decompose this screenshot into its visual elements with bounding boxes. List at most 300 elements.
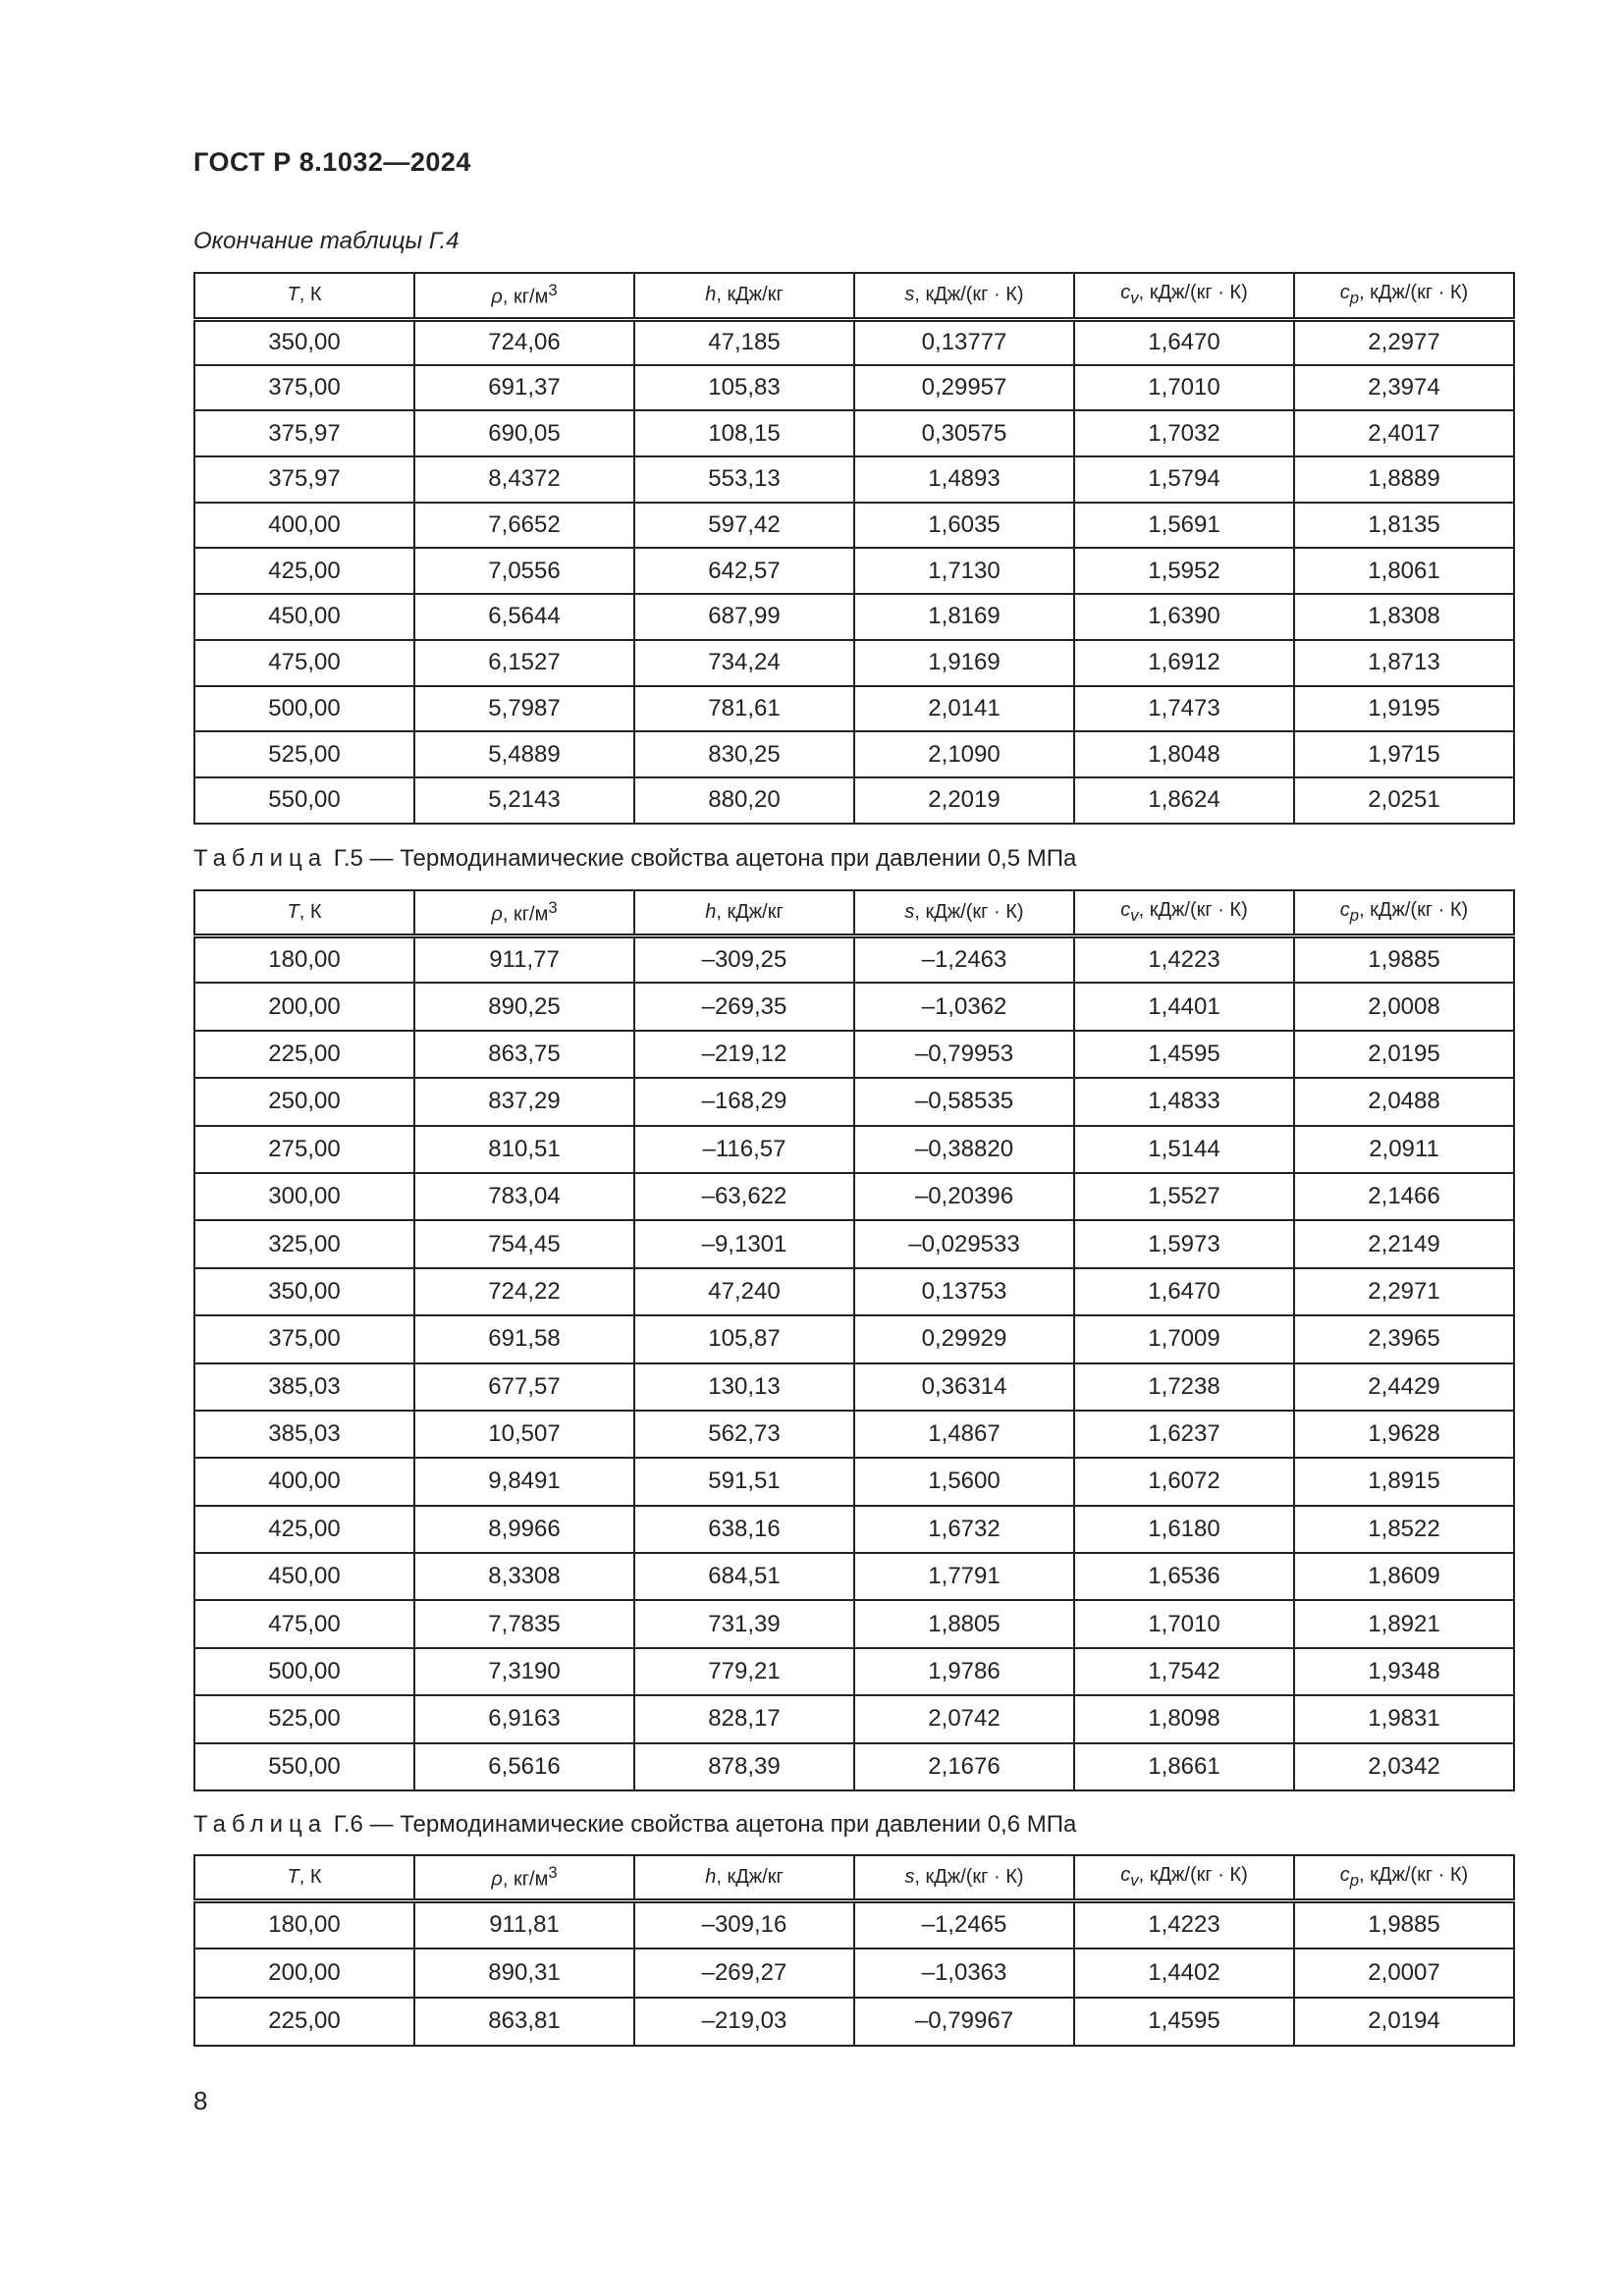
cell-entropy: 0,13753	[854, 1268, 1074, 1315]
cell-cv: 1,5794	[1074, 456, 1294, 503]
cell-temperature: 475,00	[194, 1600, 414, 1647]
cell-density: 911,81	[414, 1900, 634, 1949]
column-symbol: ρ	[491, 903, 503, 926]
table-caption-text: Г.5 — Термодинамические свойства ацетона при давлении 0,5 МПа	[327, 845, 1077, 872]
cell-density: 5,2143	[414, 777, 634, 824]
column-superscript: 3	[548, 1862, 558, 1882]
cell-cv: 1,6470	[1074, 319, 1294, 365]
cell-enthalpy: 108,15	[634, 410, 854, 456]
column-unit: , К	[298, 284, 322, 306]
cell-entropy: 2,0742	[854, 1695, 1074, 1742]
cell-entropy: 0,30575	[854, 410, 1074, 456]
cell-enthalpy: 597,42	[634, 503, 854, 549]
cell-enthalpy: 830,25	[634, 731, 854, 777]
table-caption-text: Г.6 — Термодинамические свойства ацетона при давлении 0,6 МПа	[327, 1811, 1077, 1838]
cell-enthalpy: 105,87	[634, 1315, 854, 1362]
table-row	[194, 1315, 1514, 1362]
cell-enthalpy: 47,240	[634, 1268, 854, 1315]
column-unit: , К	[298, 1865, 322, 1888]
cell-cv: 1,7542	[1074, 1648, 1294, 1695]
cell-temperature: 525,00	[194, 1695, 414, 1742]
column-header-density	[414, 1855, 634, 1900]
column-header-temperature	[194, 1855, 414, 1900]
cell-entropy: 1,8805	[854, 1600, 1074, 1647]
cell-cv: 1,8661	[1074, 1743, 1294, 1790]
cell-temperature: 350,00	[194, 1268, 414, 1315]
cell-entropy: –0,79953	[854, 1031, 1074, 1078]
cell-entropy: –0,38820	[854, 1126, 1074, 1173]
cell-cp: 1,8061	[1294, 548, 1514, 594]
cell-density: 9,8491	[414, 1458, 634, 1505]
cell-enthalpy: –219,12	[634, 1031, 854, 1078]
cell-enthalpy: 591,51	[634, 1458, 854, 1505]
cell-density: 7,3190	[414, 1648, 634, 1695]
table-caption-text: Окончание таблицы Г.4	[193, 228, 460, 254]
column-unit: , кДж/(кг · К)	[1359, 898, 1469, 921]
table-row	[194, 983, 1514, 1030]
table-caption-prefix: Таблица	[193, 845, 328, 872]
cell-density: 863,75	[414, 1031, 634, 1078]
table-row	[194, 1268, 1514, 1315]
cell-density: 890,25	[414, 983, 634, 1030]
column-symbol: c	[1339, 898, 1350, 921]
column-symbol: h	[705, 284, 717, 306]
cell-cv: 1,7473	[1074, 686, 1294, 732]
column-symbol: s	[904, 1865, 915, 1888]
column-header-cp	[1294, 890, 1514, 935]
cell-temperature: 200,00	[194, 983, 414, 1030]
cell-density: 690,05	[414, 410, 634, 456]
table-row	[194, 1173, 1514, 1220]
table-row	[194, 1031, 1514, 1078]
cell-cp: 1,8921	[1294, 1600, 1514, 1647]
cell-enthalpy: –269,27	[634, 1949, 854, 1997]
cell-temperature: 180,00	[194, 935, 414, 983]
table-caption	[193, 845, 1076, 873]
cell-entropy: 1,5600	[854, 1458, 1074, 1505]
table-row	[194, 1078, 1514, 1125]
table-caption-prefix: Таблица	[193, 1811, 328, 1838]
cell-temperature: 550,00	[194, 1743, 414, 1790]
table-row	[194, 319, 1514, 365]
column-unit: , кг/м	[502, 1868, 549, 1891]
cell-enthalpy: 105,83	[634, 365, 854, 411]
cell-density: 8,4372	[414, 456, 634, 503]
column-symbol: ρ	[491, 1868, 503, 1891]
table-row	[194, 686, 1514, 732]
table-row	[194, 1743, 1514, 1790]
cell-entropy: 2,1676	[854, 1743, 1074, 1790]
column-header-density	[414, 273, 634, 319]
column-subscript: p	[1349, 289, 1360, 308]
cell-cp: 2,0342	[1294, 1743, 1514, 1790]
column-unit: , К	[298, 900, 322, 923]
cell-entropy: 1,4893	[854, 456, 1074, 503]
cell-temperature: 450,00	[194, 594, 414, 640]
cell-enthalpy: –269,35	[634, 983, 854, 1030]
cell-temperature: 550,00	[194, 777, 414, 824]
table-row	[194, 640, 1514, 686]
cell-temperature: 375,00	[194, 1315, 414, 1362]
column-header-cv	[1074, 890, 1294, 935]
cell-cv: 1,5691	[1074, 503, 1294, 549]
cell-cp: 2,4017	[1294, 410, 1514, 456]
cell-density: 724,06	[414, 319, 634, 365]
cell-temperature: 375,97	[194, 456, 414, 503]
cell-entropy: 1,4867	[854, 1411, 1074, 1458]
cell-density: 6,1527	[414, 640, 634, 686]
column-header-cv	[1074, 1855, 1294, 1900]
column-unit: , кДж/(кг · К)	[1359, 282, 1469, 304]
column-subscript: p	[1349, 1870, 1360, 1890]
cell-cv: 1,5973	[1074, 1220, 1294, 1267]
column-header-entropy	[854, 273, 1074, 319]
cell-enthalpy: 781,61	[634, 686, 854, 732]
cell-entropy: 1,6732	[854, 1506, 1074, 1553]
cell-temperature: 400,00	[194, 1458, 414, 1505]
cell-cp: 1,9348	[1294, 1648, 1514, 1695]
table-row	[194, 503, 1514, 549]
cell-temperature: 375,00	[194, 365, 414, 411]
cell-entropy: 1,6035	[854, 503, 1074, 549]
table-caption	[193, 228, 460, 255]
cell-density: 837,29	[414, 1078, 634, 1125]
cell-cv: 1,6470	[1074, 1268, 1294, 1315]
cell-cp: 1,9715	[1294, 731, 1514, 777]
cell-temperature: 425,00	[194, 548, 414, 594]
column-unit: , кДж/(кг · К)	[914, 284, 1024, 306]
table-row	[194, 1220, 1514, 1267]
cell-density: 7,0556	[414, 548, 634, 594]
cell-cp: 2,0911	[1294, 1126, 1514, 1173]
cell-cv: 1,7009	[1074, 1315, 1294, 1362]
column-superscript: 3	[548, 281, 558, 300]
table-row	[194, 1695, 1514, 1742]
cell-cv: 1,6912	[1074, 640, 1294, 686]
cell-entropy: 2,1090	[854, 731, 1074, 777]
cell-cp: 2,3974	[1294, 365, 1514, 411]
cell-density: 890,31	[414, 1949, 634, 1997]
cell-cv: 1,6536	[1074, 1553, 1294, 1600]
cell-cv: 1,7238	[1074, 1363, 1294, 1411]
cell-temperature: 525,00	[194, 731, 414, 777]
cell-cp: 1,8308	[1294, 594, 1514, 640]
cell-enthalpy: –219,03	[634, 1998, 854, 2046]
table-row	[194, 365, 1514, 411]
cell-temperature: 300,00	[194, 1173, 414, 1220]
cell-entropy: 1,7791	[854, 1553, 1074, 1600]
cell-temperature: 350,00	[194, 319, 414, 365]
column-subscript: p	[1349, 905, 1360, 925]
cell-enthalpy: –9,1301	[634, 1220, 854, 1267]
column-unit: , кДж/кг	[716, 900, 784, 923]
cell-density: 6,5616	[414, 1743, 634, 1790]
column-unit: , кг/м	[502, 903, 549, 926]
table-row	[194, 777, 1514, 824]
cell-enthalpy: 878,39	[634, 1743, 854, 1790]
cell-cv: 1,4595	[1074, 1031, 1294, 1078]
cell-entropy: 2,2019	[854, 777, 1074, 824]
cell-enthalpy: 779,21	[634, 1648, 854, 1695]
table-row	[194, 731, 1514, 777]
column-unit: , кДж/кг	[716, 284, 784, 306]
cell-entropy: –0,79967	[854, 1998, 1074, 2046]
cell-enthalpy: 562,73	[634, 1411, 854, 1458]
table-row	[194, 594, 1514, 640]
column-unit: , кДж/(кг · К)	[1359, 1863, 1469, 1886]
cell-cv: 1,5144	[1074, 1126, 1294, 1173]
column-unit: , кДж/(кг · К)	[914, 900, 1024, 923]
page-number: 8	[193, 2086, 208, 2115]
cell-cv: 1,8624	[1074, 777, 1294, 824]
cell-entropy: 2,0141	[854, 686, 1074, 732]
cell-density: 7,7835	[414, 1600, 634, 1647]
table-row	[194, 1949, 1514, 1997]
cell-cp: 2,4429	[1294, 1363, 1514, 1411]
cell-density: 724,22	[414, 1268, 634, 1315]
column-symbol: c	[1339, 1863, 1350, 1886]
cell-enthalpy: 642,57	[634, 548, 854, 594]
table-row	[194, 548, 1514, 594]
cell-cv: 1,7010	[1074, 365, 1294, 411]
cell-cv: 1,6237	[1074, 1411, 1294, 1458]
cell-entropy: –0,20396	[854, 1173, 1074, 1220]
cell-cv: 1,6072	[1074, 1458, 1294, 1505]
cell-enthalpy: –309,16	[634, 1900, 854, 1949]
column-superscript: 3	[548, 897, 558, 917]
cell-entropy: –1,2463	[854, 935, 1074, 983]
table-row	[194, 1998, 1514, 2046]
cell-temperature: 225,00	[194, 1998, 414, 2046]
column-unit: , кДж/(кг · К)	[914, 1865, 1024, 1888]
column-symbol: h	[705, 1865, 717, 1888]
cell-enthalpy: 130,13	[634, 1363, 854, 1411]
cell-temperature: 385,03	[194, 1363, 414, 1411]
column-header-enthalpy	[634, 890, 854, 935]
cell-temperature: 500,00	[194, 1648, 414, 1695]
table-row	[194, 1900, 1514, 1949]
cell-temperature: 275,00	[194, 1126, 414, 1173]
column-unit: , кг/м	[502, 287, 549, 309]
cell-density: 911,77	[414, 935, 634, 983]
column-header-enthalpy	[634, 1855, 854, 1900]
cell-temperature: 475,00	[194, 640, 414, 686]
cell-cp: 2,2149	[1294, 1220, 1514, 1267]
cell-cp: 2,0488	[1294, 1078, 1514, 1125]
cell-cv: 1,8098	[1074, 1695, 1294, 1742]
cell-cv: 1,4223	[1074, 1900, 1294, 1949]
cell-cv: 1,4595	[1074, 1998, 1294, 2046]
cell-enthalpy: –116,57	[634, 1126, 854, 1173]
cell-cp: 1,8135	[1294, 503, 1514, 549]
column-symbol: T	[287, 1865, 299, 1888]
column-header-cp	[1294, 1855, 1514, 1900]
cell-temperature: 325,00	[194, 1220, 414, 1267]
cell-entropy: 0,36314	[854, 1363, 1074, 1411]
column-subscript: v	[1130, 905, 1139, 925]
data-table	[193, 272, 1515, 825]
table-caption	[193, 1811, 1076, 1839]
cell-cv: 1,5952	[1074, 548, 1294, 594]
cell-cv: 1,8048	[1074, 731, 1294, 777]
cell-temperature: 375,97	[194, 410, 414, 456]
cell-density: 7,6652	[414, 503, 634, 549]
table-row	[194, 1126, 1514, 1173]
column-symbol: c	[1120, 898, 1131, 921]
cell-density: 691,37	[414, 365, 634, 411]
cell-enthalpy: –168,29	[634, 1078, 854, 1125]
cell-density: 8,9966	[414, 1506, 634, 1553]
cell-density: 5,4889	[414, 731, 634, 777]
cell-enthalpy: 880,20	[634, 777, 854, 824]
column-subscript: v	[1130, 1870, 1139, 1890]
cell-enthalpy: 687,99	[634, 594, 854, 640]
cell-temperature: 400,00	[194, 503, 414, 549]
cell-cp: 2,0195	[1294, 1031, 1514, 1078]
cell-cp: 1,9831	[1294, 1695, 1514, 1742]
column-header-temperature	[194, 890, 414, 935]
column-symbol: c	[1339, 282, 1350, 304]
cell-cp: 2,0008	[1294, 983, 1514, 1030]
cell-enthalpy: 47,185	[634, 319, 854, 365]
cell-density: 8,3308	[414, 1553, 634, 1600]
cell-enthalpy: 828,17	[634, 1695, 854, 1742]
cell-temperature: 200,00	[194, 1949, 414, 1997]
cell-cp: 1,9195	[1294, 686, 1514, 732]
cell-entropy: –1,2465	[854, 1900, 1074, 1949]
cell-cv: 1,6390	[1074, 594, 1294, 640]
cell-enthalpy: –63,622	[634, 1173, 854, 1220]
data-table	[193, 889, 1515, 1791]
cell-cp: 2,2971	[1294, 1268, 1514, 1315]
table-row	[194, 935, 1514, 983]
cell-density: 5,7987	[414, 686, 634, 732]
cell-cp: 1,9885	[1294, 935, 1514, 983]
column-symbol: s	[904, 284, 915, 306]
cell-enthalpy: 638,16	[634, 1506, 854, 1553]
column-symbol: T	[287, 284, 299, 306]
column-header-entropy	[854, 890, 1074, 935]
table-row	[194, 1553, 1514, 1600]
cell-cp: 2,2977	[1294, 319, 1514, 365]
cell-entropy: 1,9169	[854, 640, 1074, 686]
column-subscript: v	[1130, 289, 1139, 308]
cell-cp: 2,0007	[1294, 1949, 1514, 1997]
document-header: ГОСТ Р 8.1032—2024	[193, 147, 471, 177]
cell-cp: 1,8915	[1294, 1458, 1514, 1505]
cell-temperature: 180,00	[194, 1900, 414, 1949]
cell-cp: 1,9885	[1294, 1900, 1514, 1949]
cell-cv: 1,4402	[1074, 1949, 1294, 1997]
cell-density: 810,51	[414, 1126, 634, 1173]
cell-entropy: –0,58535	[854, 1078, 1074, 1125]
column-header-cv	[1074, 273, 1294, 319]
cell-temperature: 225,00	[194, 1031, 414, 1078]
cell-density: 6,5644	[414, 594, 634, 640]
table-row	[194, 1506, 1514, 1553]
data-table	[193, 1854, 1515, 2047]
cell-temperature: 250,00	[194, 1078, 414, 1125]
table-header-row	[194, 890, 1514, 935]
cell-cv: 1,4223	[1074, 935, 1294, 983]
cell-density: 754,45	[414, 1220, 634, 1267]
cell-entropy: –1,0363	[854, 1949, 1074, 1997]
column-header-cp	[1294, 273, 1514, 319]
cell-density: 6,9163	[414, 1695, 634, 1742]
cell-enthalpy: 553,13	[634, 456, 854, 503]
cell-cv: 1,5527	[1074, 1173, 1294, 1220]
cell-density: 677,57	[414, 1363, 634, 1411]
cell-enthalpy: 734,24	[634, 640, 854, 686]
table-row	[194, 1411, 1514, 1458]
column-header-entropy	[854, 1855, 1074, 1900]
cell-entropy: 1,7130	[854, 548, 1074, 594]
cell-cp: 2,1466	[1294, 1173, 1514, 1220]
cell-cp: 1,8522	[1294, 1506, 1514, 1553]
table-row	[194, 1648, 1514, 1695]
cell-cp: 1,8713	[1294, 640, 1514, 686]
column-symbol: T	[287, 900, 299, 923]
table-header-row	[194, 273, 1514, 319]
column-symbol: c	[1120, 1863, 1131, 1886]
column-unit: , кДж/кг	[716, 1865, 784, 1888]
column-unit: , кДж/(кг · К)	[1138, 282, 1248, 304]
table-row	[194, 1458, 1514, 1505]
cell-entropy: 0,29957	[854, 365, 1074, 411]
cell-cp: 1,8609	[1294, 1553, 1514, 1600]
cell-entropy: 0,29929	[854, 1315, 1074, 1362]
cell-temperature: 425,00	[194, 1506, 414, 1553]
column-symbol: ρ	[491, 287, 503, 309]
cell-cv: 1,4401	[1074, 983, 1294, 1030]
column-header-density	[414, 890, 634, 935]
column-symbol: s	[904, 900, 915, 923]
column-unit: , кДж/(кг · К)	[1138, 1863, 1248, 1886]
column-header-temperature	[194, 273, 414, 319]
cell-density: 691,58	[414, 1315, 634, 1362]
cell-cv: 1,4833	[1074, 1078, 1294, 1125]
cell-cp: 1,9628	[1294, 1411, 1514, 1458]
cell-entropy: 1,9786	[854, 1648, 1074, 1695]
table-row	[194, 410, 1514, 456]
column-unit: , кДж/(кг · К)	[1138, 898, 1248, 921]
cell-enthalpy: 731,39	[634, 1600, 854, 1647]
cell-temperature: 450,00	[194, 1553, 414, 1600]
cell-temperature: 385,03	[194, 1411, 414, 1458]
table-row	[194, 1600, 1514, 1647]
table-header-row	[194, 1855, 1514, 1900]
cell-cv: 1,6180	[1074, 1506, 1294, 1553]
cell-cp: 2,0194	[1294, 1998, 1514, 2046]
cell-entropy: 0,13777	[854, 319, 1074, 365]
table-row	[194, 1363, 1514, 1411]
cell-density: 783,04	[414, 1173, 634, 1220]
cell-temperature: 500,00	[194, 686, 414, 732]
column-symbol: h	[705, 900, 717, 923]
cell-cp: 2,3965	[1294, 1315, 1514, 1362]
column-header-enthalpy	[634, 273, 854, 319]
cell-density: 10,507	[414, 1411, 634, 1458]
cell-cv: 1,7010	[1074, 1600, 1294, 1647]
cell-entropy: –1,0362	[854, 983, 1074, 1030]
cell-density: 863,81	[414, 1998, 634, 2046]
cell-entropy: –0,029533	[854, 1220, 1074, 1267]
cell-enthalpy: 684,51	[634, 1553, 854, 1600]
cell-cv: 1,7032	[1074, 410, 1294, 456]
table-row	[194, 456, 1514, 503]
cell-cp: 2,0251	[1294, 777, 1514, 824]
column-symbol: c	[1120, 282, 1131, 304]
